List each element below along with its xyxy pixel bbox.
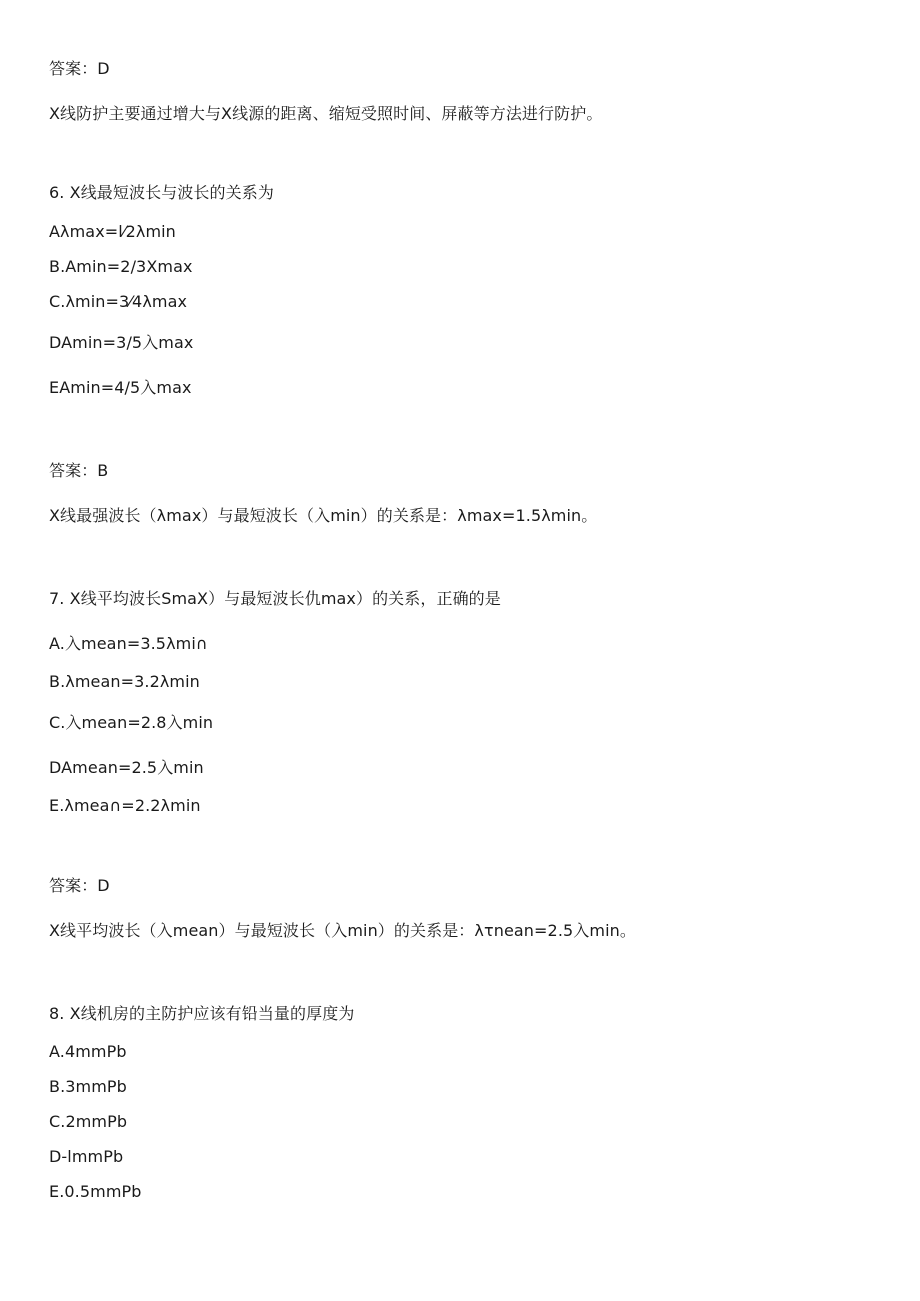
question-6-option-a: Aλmax=l⁄2λmin: [49, 222, 176, 241]
question-8-option-d: D-lmmPb: [49, 1147, 124, 1166]
question-7-stem: 7. X线平均波长SmaX）与最短波长仇max）的关系，正确的是: [49, 589, 501, 608]
question-7-option-b: B.λmean=3.2λmin: [49, 672, 200, 691]
question-7-option-d: DAmean=2.5入min: [49, 758, 204, 777]
question-6-option-b: B.Amin=2/3Xmax: [49, 257, 193, 276]
question-8-option-e: E.0.5mmPb: [49, 1182, 142, 1201]
question-7-option-e: E.λmea∩=2.2λmin: [49, 796, 201, 815]
question-6-option-c: C.λmin=3⁄4λmax: [49, 292, 188, 311]
question-7-explanation: X线平均波长（入mean）与最短波长（入min）的关系是：λτnean=2.5入min。: [49, 921, 636, 940]
question-6-stem: 6. X线最短波长与波长的关系为: [49, 183, 274, 202]
question-6-option-d: DAmin=3/5入max: [49, 333, 194, 352]
question-7-option-c: C.入mean=2.8入min: [49, 713, 214, 732]
question-8-option-c: C.2mmPb: [49, 1112, 128, 1131]
answer-label: 答案：D: [49, 59, 110, 78]
question-6-answer: 答案：B: [49, 461, 109, 480]
question-7-answer: 答案：D: [49, 876, 110, 895]
question-6-explanation: X线最强波长（λmax）与最短波长（入min）的关系是：λmax=1.5λmin。: [49, 506, 598, 525]
question-6-option-e: EAmin=4/5入max: [49, 378, 192, 397]
question-7-option-a: A.入mean=3.5λmi∩: [49, 634, 208, 653]
question-8-option-b: B.3mmPb: [49, 1077, 127, 1096]
question-8-option-a: A.4mmPb: [49, 1042, 127, 1061]
explanation-text: X线防护主要通过增大与X线源的距离、缩短受照时间、屏蔽等方法进行防护。: [49, 104, 603, 123]
question-8-stem: 8. X线机房的主防护应该有铅当量的厚度为: [49, 1004, 355, 1023]
